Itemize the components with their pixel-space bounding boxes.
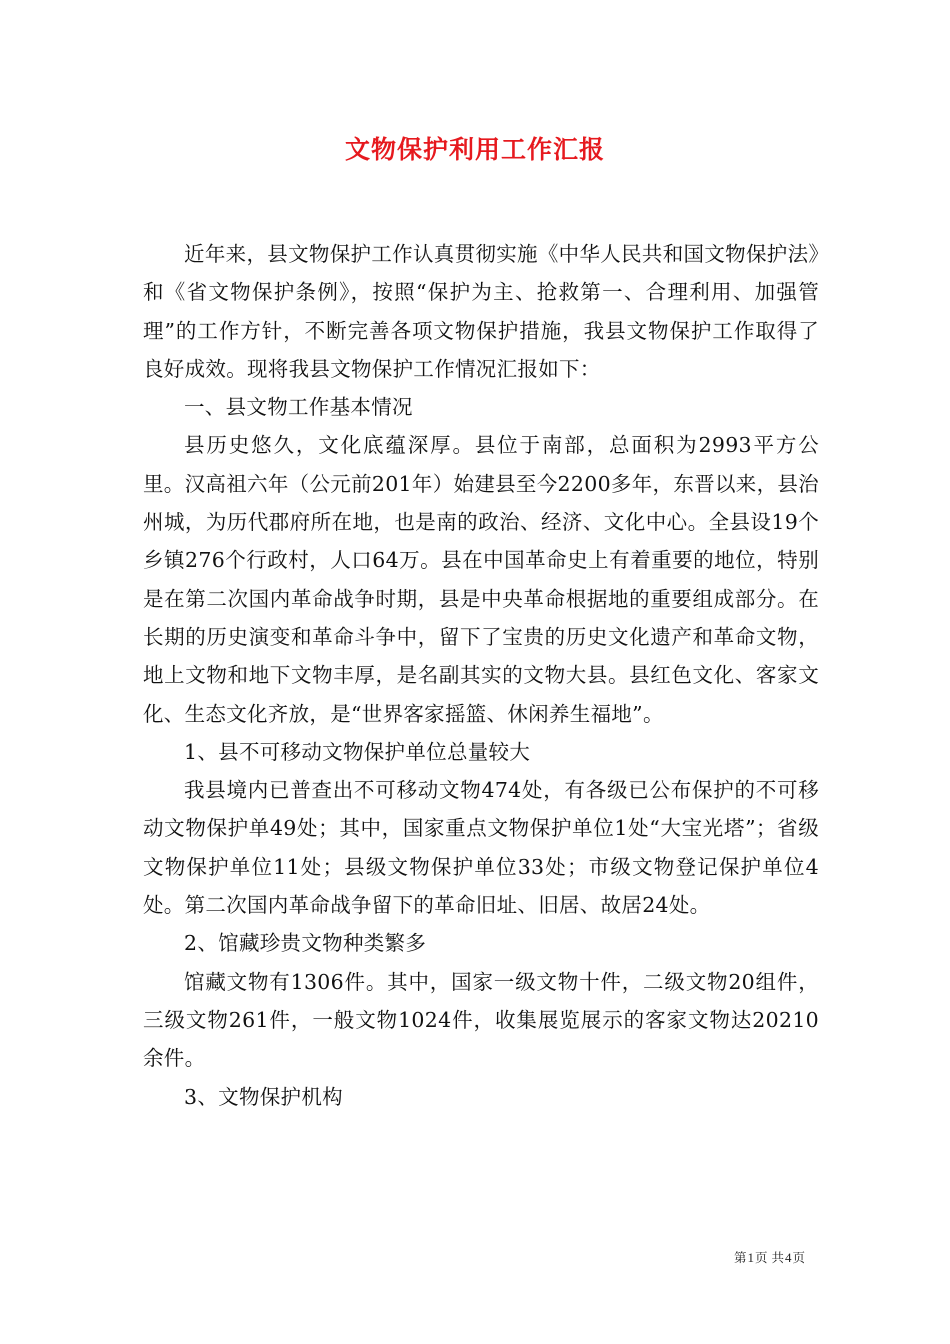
subheading-immovable-relics: 1、县不可移动文物保护单位总量较大 [184, 739, 531, 764]
subheading-collection-relics: 2、馆藏珍贵文物种类繁多 [184, 931, 427, 956]
footer-total-pages: 4 [784, 1250, 792, 1265]
immovable-relics-paragraph: 我县境内已普查出不可移动文物474处，有各级已公布保护的不可移动文物保护单49处；其中，国家重点文物保护单位1处“大宝光塔”；省级文物保护单位11处；县级文物保护单位33处；市级文物登记保护单位4处。第二次国内革命战争留下的革命旧址、旧居、故居24处。 [143, 778, 819, 918]
page-number-footer [734, 1248, 805, 1266]
basic-situation-paragraph: 县历史悠久，文化底蕴深厚。县位于南部，总面积为2993平方公里。汉高祖六年（公元前201年）始建县至今2200多年，东晋以来，县治州城，为历代郡府所在地，也是南的政治、经济、文化中心。全县设19个乡镇276个行政村，人口64万。县在中国革命史上有着重要的地位，特别是在第二次国内革命战争时期，县是中央革命根据地的重要组成部分。在长期的历史演变和革命斗争中，留下了宝贵的历史文化遗产和革命文物，地上文物和地下文物丰厚，是名副其实的文物大县。县红色文化、客家文化、生态文化齐放，是“世界客家摇篮、休闲养生福地”。 [143, 433, 819, 726]
document-title: 文物保护利用工作汇报 [344, 135, 605, 164]
subheading-protection-agencies: 3、文物保护机构 [184, 1084, 343, 1109]
collection-relics-paragraph: 馆藏文物有1306件。其中，国家一级文物十件，二级文物20组件，三级文物261件，一般文物1024件，收集展览展示的客家文物达20210余件。 [143, 969, 819, 1071]
footer-current-page: 1 [747, 1250, 754, 1265]
footer-suffix: 页 [792, 1250, 805, 1265]
document-body [143, 235, 819, 1116]
intro-paragraph: 近年来，县文物保护工作认真贯彻实施《中华人民共和国文物保护法》和《省文物保护条例》，按照“保护为主、抢救第一、合理利用、加强管理”的工作方针，不断完善各项文物保护措施，我县文物保护工作取得了良好成效。现将我县文物保护工作情况汇报如下： [143, 242, 819, 381]
footer-middle: 页 共 [755, 1250, 784, 1265]
section-heading-basic-situation: 一、县文物工作基本情况 [184, 395, 413, 420]
footer-prefix: 第 [733, 1250, 747, 1265]
